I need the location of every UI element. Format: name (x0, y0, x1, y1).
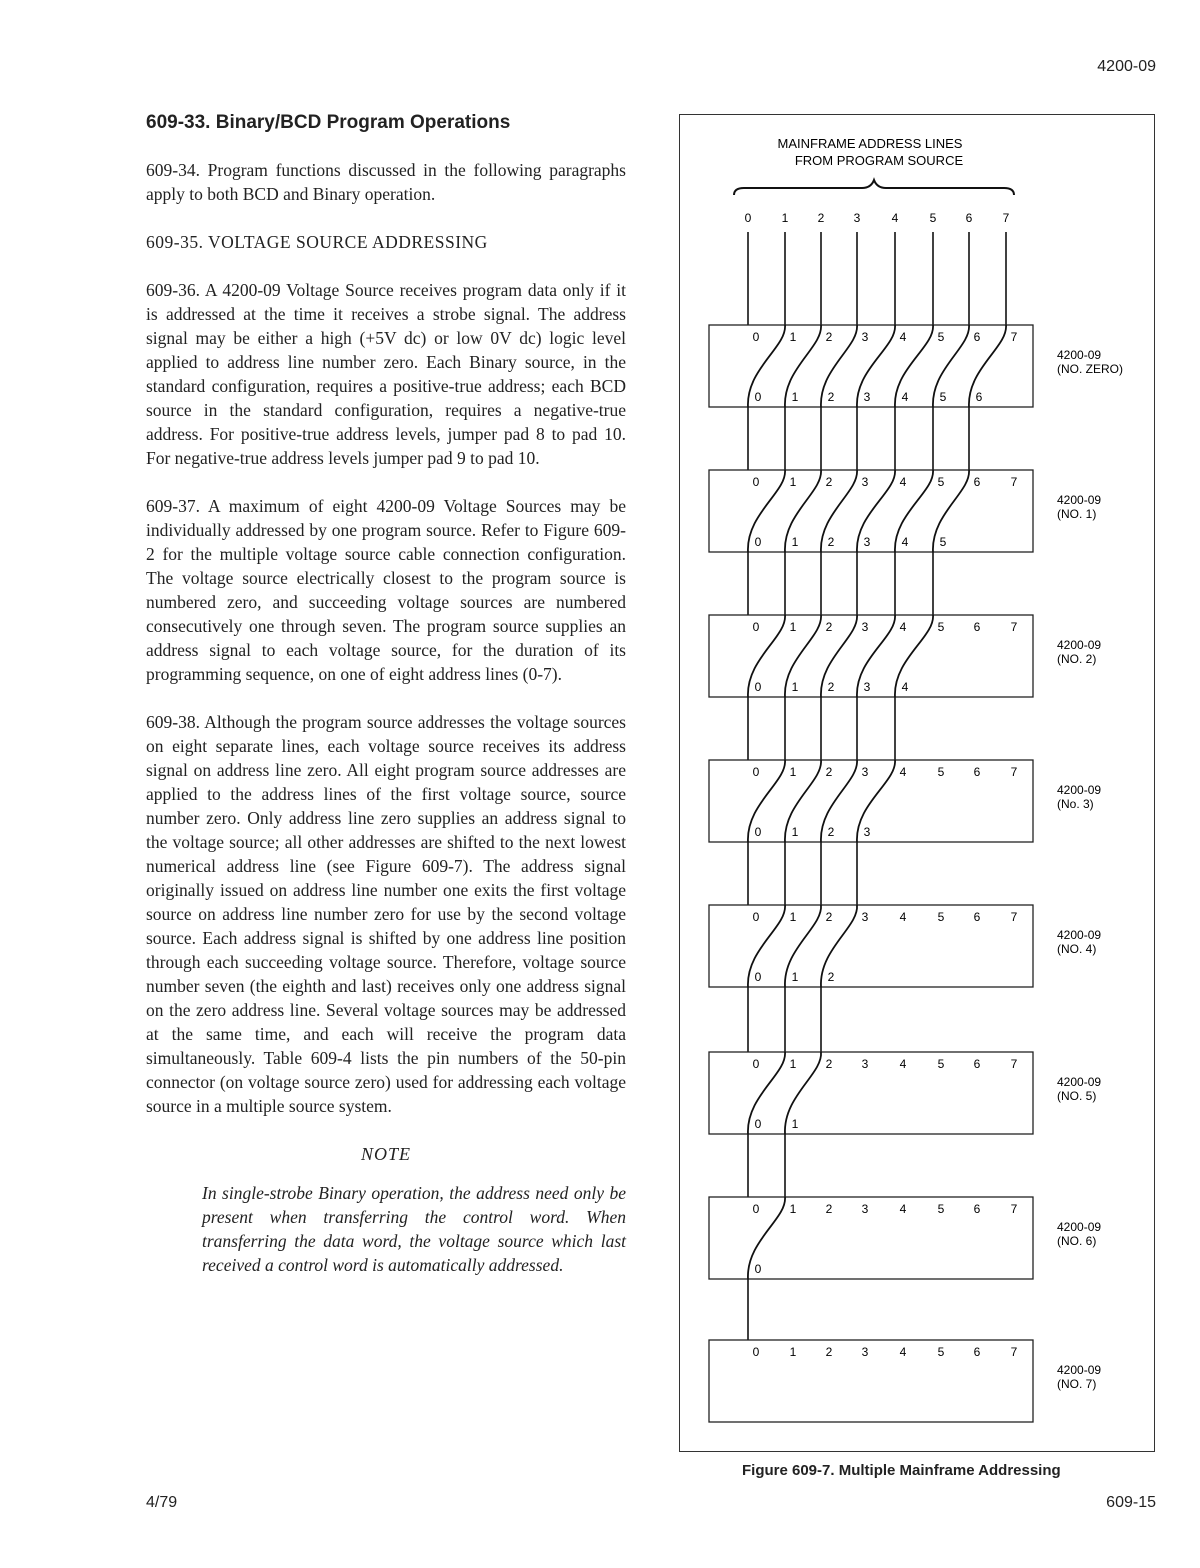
source-label-model: 4200-09 (1057, 638, 1102, 652)
input-pin-number: 4 (899, 1057, 907, 1071)
address-line-number: 4 (891, 211, 899, 225)
input-pin-number: 5 (937, 475, 945, 489)
input-pin-number: 4 (899, 1202, 907, 1216)
document-number: 4200-09 (1097, 58, 1156, 75)
output-pin-number: 4 (901, 390, 909, 404)
input-pin-number: 5 (937, 330, 945, 344)
input-pin-number: 6 (973, 475, 981, 489)
input-pin-number: 1 (789, 1202, 797, 1216)
figure-frame (679, 114, 1155, 1452)
output-pin-number: 2 (827, 390, 835, 404)
input-pin-number: 2 (825, 910, 833, 924)
input-pin-number: 2 (825, 620, 833, 634)
paragraph-609-37: 609-37. A maximum of eight 4200-09 Voltage Sources may be individually addressed by one program source. Refer to Figure 609-2 for the multiple voltage source cable connection configuration. The voltage source electrically closest to the program source is numbered zero, and succeeding voltage sources are numbered consecutively one through seven. The program source supplies an address signal to each voltage source, for the duration of its programming sequence, on one of eight address lines (0-7). (146, 496, 626, 684)
output-pin-number: 1 (791, 680, 799, 694)
input-pin-number: 7 (1010, 330, 1018, 344)
input-pin-number: 2 (825, 765, 833, 779)
source-label-number: (NO. 7) (1057, 1377, 1097, 1391)
output-pin-number: 2 (827, 825, 835, 839)
input-pin-number: 4 (899, 475, 907, 489)
output-pin-number: 1 (791, 535, 799, 549)
address-line-number: 2 (817, 211, 825, 225)
input-pin-number: 0 (752, 910, 760, 924)
output-pin-number: 2 (827, 970, 835, 984)
output-pin-number: 3 (863, 825, 871, 839)
paragraph-609-36: 609-36. A 4200-09 Voltage Source receives program data only if it is addressed at the time it receives a strobe signal. The address signal may be either a high (+5V dc) or low 0V dc) logic level applied to address line number zero. Each Binary source, in the standard configuration, requires a positive-true address; each BCD source in the standard configuration, requires a negative-true address. For positive-true address levels, jumper pad 8 to pad 10. For negative-true address levels jumper pad 9 to pad 10. (146, 280, 626, 468)
source-label-number: (NO. ZERO) (1057, 362, 1123, 376)
address-line-number: 0 (744, 211, 752, 225)
input-pin-number: 3 (861, 620, 869, 634)
output-pin-number: 0 (754, 680, 762, 694)
input-pin-number: 4 (899, 1345, 907, 1359)
input-pin-number: 5 (937, 1345, 945, 1359)
input-pin-number: 7 (1010, 765, 1018, 779)
output-pin-number: 4 (901, 535, 909, 549)
input-pin-number: 3 (861, 475, 869, 489)
input-pin-number: 0 (752, 765, 760, 779)
input-pin-number: 5 (937, 765, 945, 779)
address-line-number: 1 (781, 211, 789, 225)
note-body: In single-strobe Binary operation, the address need only be present when transferring the control word. When transferring the data word, the voltage source which last received a control word is automatically addressed. (202, 1183, 626, 1275)
input-pin-number: 5 (937, 910, 945, 924)
output-pin-number: 2 (827, 680, 835, 694)
output-pin-number: 5 (939, 390, 947, 404)
output-pin-number: 3 (863, 680, 871, 694)
input-pin-number: 0 (752, 1202, 760, 1216)
input-pin-number: 6 (973, 330, 981, 344)
input-pin-number: 2 (825, 1345, 833, 1359)
input-pin-number: 6 (973, 765, 981, 779)
input-pin-number: 6 (973, 1202, 981, 1216)
input-pin-number: 0 (752, 620, 760, 634)
address-line-number: 5 (929, 211, 937, 225)
section-title: 609-33. Binary/BCD Program Operations (146, 112, 511, 133)
source-label-number: (NO. 1) (1057, 507, 1097, 521)
output-pin-number: 0 (754, 390, 762, 404)
input-pin-number: 1 (789, 910, 797, 924)
source-label-number: (NO. 4) (1057, 942, 1097, 956)
footer-date: 4/79 (146, 1494, 178, 1511)
input-pin-number: 1 (789, 475, 797, 489)
input-pin-number: 6 (973, 910, 981, 924)
input-pin-number: 4 (899, 910, 907, 924)
input-pin-number: 6 (973, 620, 981, 634)
output-pin-number: 0 (754, 825, 762, 839)
output-pin-number: 5 (939, 535, 947, 549)
input-pin-number: 7 (1010, 1202, 1018, 1216)
input-pin-number: 5 (937, 620, 945, 634)
input-pin-number: 1 (789, 330, 797, 344)
output-pin-number: 6 (975, 390, 983, 404)
input-pin-number: 3 (861, 1202, 869, 1216)
paragraph-609-38: 609-38. Although the program source addresses the voltage sources on eight separate lines, each voltage source receives its address signal on address line zero. All eight program source addresses are applied to the address lines of the first voltage source, source number zero. Only address line zero supplies an address signal to the voltage source; all other addresses are shifted to the next lowest numerical address line (see Figure 609-7). The address signal originally issued on address line number one exits the first voltage source on address line number zero for use by the second voltage source. Each address signal is shifted by one address line position through each succeeding voltage source. Therefore, voltage source number seven (the eighth and last) receives only one address signal on the zero address line. Several voltage sources may be addressed at the same time, and each will receive the program data simultaneously. Table 609-4 lists the pin numbers of the 50-pin connector (on voltage source zero) used for addressing each voltage source in a multiple source system. (146, 712, 626, 1116)
output-pin-number: 3 (863, 535, 871, 549)
input-pin-number: 4 (899, 330, 907, 344)
input-pin-number: 0 (752, 1057, 760, 1071)
output-pin-number: 0 (754, 970, 762, 984)
input-pin-number: 7 (1010, 620, 1018, 634)
input-pin-number: 6 (973, 1345, 981, 1359)
output-pin-number: 2 (827, 535, 835, 549)
paragraph-609-34: 609-34. Program functions discussed in the following paragraphs apply to both BCD and Binary operation. (146, 160, 626, 204)
heading-609-35: 609-35. VOLTAGE SOURCE ADDRESSING (146, 232, 488, 252)
source-label-number: (NO. 2) (1057, 652, 1097, 666)
input-pin-number: 1 (789, 765, 797, 779)
address-line-number: 6 (965, 211, 973, 225)
source-label-number: (NO. 5) (1057, 1089, 1097, 1103)
output-pin-number: 0 (754, 1262, 762, 1276)
source-label-model: 4200-09 (1057, 1363, 1102, 1377)
input-pin-number: 0 (752, 1345, 760, 1359)
output-pin-number: 1 (791, 390, 799, 404)
figure-heading-line2: FROM PROGRAM SOURCE (794, 153, 964, 168)
input-pin-number: 7 (1010, 910, 1018, 924)
input-pin-number: 2 (825, 1057, 833, 1071)
output-pin-number: 1 (791, 825, 799, 839)
note-title: NOTE (360, 1144, 411, 1164)
input-pin-number: 0 (752, 475, 760, 489)
input-pin-number: 3 (861, 1345, 869, 1359)
text-column (146, 112, 626, 1277)
source-label-model: 4200-09 (1057, 493, 1102, 507)
output-pin-number: 4 (901, 680, 909, 694)
source-label-number: (NO. 6) (1057, 1234, 1097, 1248)
input-pin-number: 7 (1010, 1345, 1018, 1359)
input-pin-number: 2 (825, 1202, 833, 1216)
input-pin-number: 6 (973, 1057, 981, 1071)
address-line-number: 7 (1002, 211, 1010, 225)
output-pin-number: 1 (791, 970, 799, 984)
input-pin-number: 1 (789, 1057, 797, 1071)
figure-heading-line1: MAINFRAME ADDRESS LINES (777, 136, 963, 151)
input-pin-number: 3 (861, 910, 869, 924)
input-pin-number: 2 (825, 330, 833, 344)
output-pin-number: 0 (754, 535, 762, 549)
input-pin-number: 4 (899, 765, 907, 779)
source-label-model: 4200-09 (1057, 1075, 1102, 1089)
output-pin-number: 0 (754, 1117, 762, 1131)
source-label-model: 4200-09 (1057, 348, 1102, 362)
input-pin-number: 5 (937, 1202, 945, 1216)
output-pin-number: 3 (863, 390, 871, 404)
input-pin-number: 1 (789, 1345, 797, 1359)
source-label-number: (No. 3) (1057, 797, 1094, 811)
input-pin-number: 1 (789, 620, 797, 634)
footer-page-number: 609-15 (1106, 1494, 1156, 1511)
input-pin-number: 2 (825, 475, 833, 489)
input-pin-number: 0 (752, 330, 760, 344)
input-pin-number: 7 (1010, 475, 1018, 489)
address-line-number: 3 (853, 211, 861, 225)
source-label-model: 4200-09 (1057, 783, 1102, 797)
output-pin-number: 1 (791, 1117, 799, 1131)
source-label-model: 4200-09 (1057, 1220, 1102, 1234)
input-pin-number: 4 (899, 620, 907, 634)
input-pin-number: 3 (861, 765, 869, 779)
input-pin-number: 3 (861, 330, 869, 344)
input-pin-number: 3 (861, 1057, 869, 1071)
input-pin-number: 7 (1010, 1057, 1018, 1071)
figure-caption: Figure 609-7. Multiple Mainframe Addressing (742, 1462, 1061, 1479)
source-label-model: 4200-09 (1057, 928, 1102, 942)
input-pin-number: 5 (937, 1057, 945, 1071)
